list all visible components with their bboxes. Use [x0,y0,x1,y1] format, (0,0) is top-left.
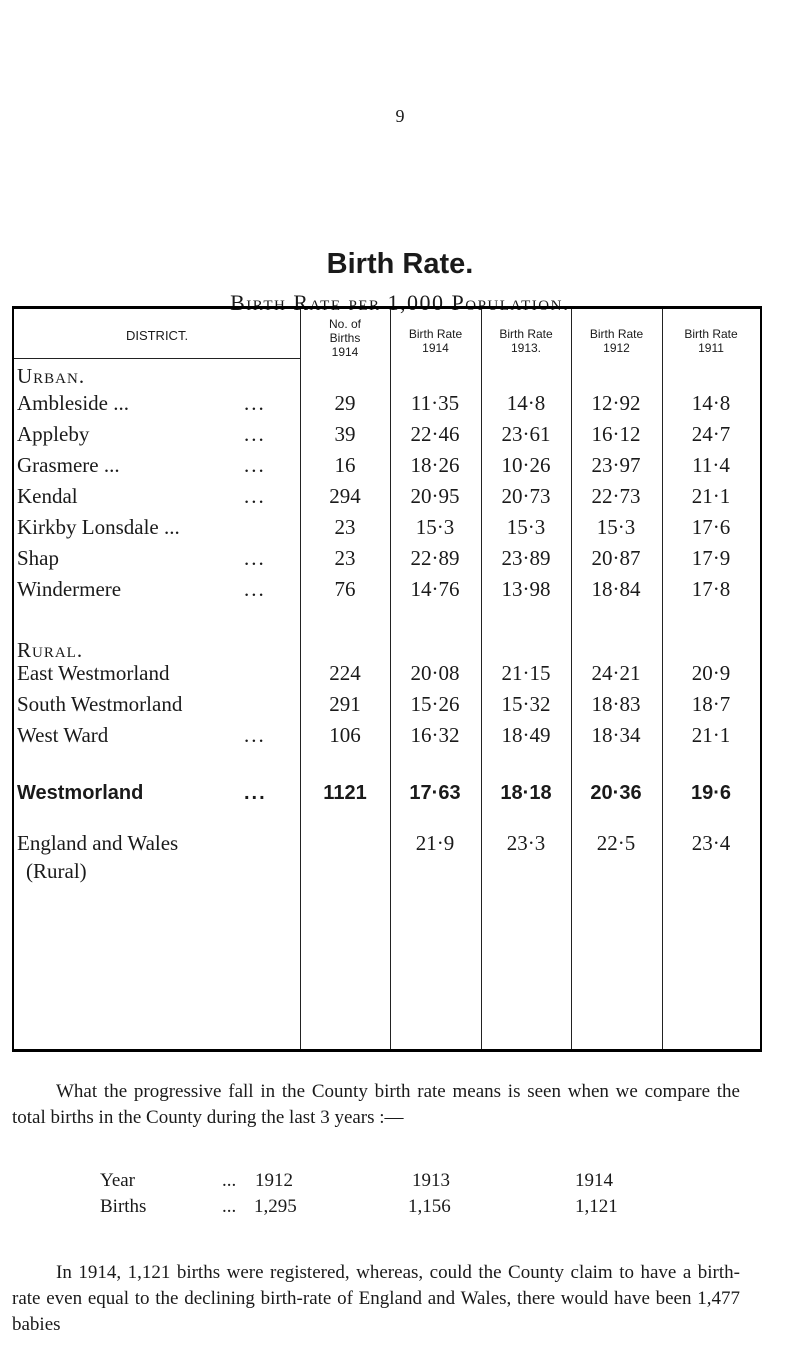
table-row [14,577,760,609]
header-rate-1914 [390,327,481,355]
row-leader-dots: ... [244,391,266,415]
table-row-england-wales [14,831,760,891]
table-row [14,692,760,724]
section-urban: Urban. [17,364,86,388]
row-rate-1913: 18·18 [500,782,552,804]
header-rate-1913-line2: 1913. [510,341,542,355]
row-district: Kendal [17,484,78,508]
row-rate-1911: 11·4 [692,453,730,477]
row-rate-1914: 16·32 [410,723,460,747]
row-district: Kirkby Lonsdale ... [17,515,180,539]
births-1914: 1,121 [575,1196,618,1217]
row-rate-1914: 11·35 [410,391,460,415]
page-number: 9 [395,106,405,126]
row-rate-1913: 23·3 [506,831,546,855]
header-births [300,317,390,359]
row-leader-dots: ... [244,782,267,804]
row-births: 29 [334,391,356,415]
row-leader-dots: ... [244,577,266,601]
births-1912: 1,295 [254,1196,297,1217]
row-rate-1911: 14·8 [691,391,731,415]
header-rate-1913-line1: Birth Rate [499,327,553,341]
table-row [14,546,760,578]
table-row-total [14,782,760,814]
leader-dots: ... [222,1170,237,1191]
row-births: 106 [329,723,361,747]
row-births: 23 [334,546,356,570]
header-district: DISTRICT. [125,328,189,343]
table-row [14,453,760,485]
table-row [14,391,760,423]
header-rate-1911-line1: Birth Rate [684,327,738,341]
row-rate-1911: 17·9 [691,546,731,570]
row-rate-1912: 16·12 [591,422,641,446]
table-row [14,422,760,454]
row-rate-1913: 15·32 [501,692,551,716]
header-rate-1914-line1: Birth Rate [408,327,463,341]
header-births-line1: No. of [328,317,361,331]
header-births-line3: 1914 [331,345,359,359]
header-births-line2: Births [329,331,361,345]
table-row [14,661,760,693]
row-rate-1912: 20·87 [591,546,641,570]
row-district: Ambleside ... [17,391,129,415]
row-rate-1913: 20·73 [501,484,551,508]
row-births: 294 [329,484,361,508]
row-rate-1913: 10·26 [501,453,551,477]
row-rate-1914: 17·63 [409,782,461,804]
row-district: Shap [17,546,59,570]
row-rate-1911: 23·4 [691,831,731,855]
row-rate-1911: 20·9 [691,661,731,685]
header-rate-1912 [571,327,662,355]
row-rate-1913: 14·8 [506,391,546,415]
row-rate-1911: 17·8 [691,577,731,601]
header-rate-1912-line1: Birth Rate [589,327,644,341]
header-rate-1912-line2: 1912 [603,341,630,355]
row-rate-1911: 19·6 [690,782,732,804]
row-rate-1911: 24·7 [691,422,731,446]
row-rate-1913: 23·89 [501,546,551,570]
header-rate-1913 [481,327,571,355]
table-row [14,723,760,755]
page-subheading: Birth Rate per 1,000 Population. [230,290,570,315]
row-rate-1912: 18·84 [591,577,641,601]
row-rate-1914: 15·3 [415,515,455,539]
paragraph-intro: What the progressive fall in the County birth rate means is seen when we compare the total births in the County during the last 3 years :— [12,1081,740,1128]
row-births: 76 [334,577,356,601]
row-rate-1912: 12·92 [591,391,641,415]
row-leader-dots: ... [244,422,266,446]
row-rate-1911: 18·7 [691,692,731,716]
row-rate-1911: 21·1 [691,484,731,508]
section-rural: Rural. [17,638,84,662]
row-births: 16 [334,453,356,477]
row-district: South Westmorland [17,692,183,716]
row-district-line2: (Rural) [26,859,87,883]
row-rate-1914: 22·89 [410,546,460,570]
births-row [0,1196,800,1222]
birth-rate-table [12,306,762,1052]
row-rate-1914: 22·46 [410,422,460,446]
year-1912: 1912 [255,1170,293,1191]
row-rate-1914: 20·95 [410,484,460,508]
row-district: Grasmere ... [17,453,120,477]
row-rate-1911: 17·6 [691,515,731,539]
row-leader-dots: ... [244,723,266,747]
row-district: East Westmorland [17,661,170,685]
year-1914: 1914 [575,1170,613,1191]
row-rate-1913: 18·49 [501,723,551,747]
births-1913: 1,156 [408,1196,451,1217]
row-rate-1912: 20·36 [590,782,642,804]
row-rate-1912: 23·97 [591,453,641,477]
header-rate-1911-line2: 1911 [698,341,724,355]
row-rate-1912: 18·34 [591,723,641,747]
row-rate-1913: 21·15 [501,661,551,685]
row-births: 1121 [323,782,367,804]
row-rate-1913: 13·98 [501,577,551,601]
row-births: 291 [329,692,361,716]
row-rate-1914: 15·26 [410,692,460,716]
row-rate-1911: 21·1 [691,723,731,747]
births-label: Births [100,1196,147,1217]
row-district: Windermere [17,577,122,601]
row-rate-1912: 22·73 [591,484,641,508]
row-district: West Ward [17,723,109,747]
row-rate-1912: 18·83 [591,692,641,716]
row-births: 224 [329,661,361,685]
row-district: Appleby [17,422,90,446]
row-rate-1914: 18·26 [410,453,460,477]
header-rule [14,358,300,359]
row-rate-1912: 15·3 [596,515,636,539]
row-rate-1914: 14·76 [410,577,460,601]
table-row [14,515,760,547]
row-leader-dots: ... [244,484,266,508]
row-rate-1914: 20·08 [410,661,460,685]
row-rate-1913: 23·61 [501,422,551,446]
row-leader-dots: ... [244,453,266,477]
row-leader-dots: ... [244,546,266,570]
year-1913: 1913 [412,1170,450,1191]
row-rate-1912: 22·5 [596,831,636,855]
row-rate-1912: 24·21 [591,661,641,685]
row-district: England and Wales [17,831,179,855]
row-births: 23 [334,515,356,539]
header-rate-1911 [662,327,760,355]
table-row [14,484,760,516]
paragraph-conclusion: In 1914, 1,121 births were registered, whereas, could the County claim to have a birth-rate even equal to the declining birth-rate of England and Wales, there would have been 1,477 babies [12,1262,740,1335]
row-births: 39 [334,422,356,446]
year-label: Year [100,1170,136,1191]
leader-dots: ... [222,1196,237,1217]
page-heading: Birth Rate. [326,248,474,280]
row-district: Westmorland [17,782,144,804]
row-rate-1913: 15·3 [506,515,546,539]
year-row [0,1170,800,1196]
header-rate-1914-line2: 1914 [422,341,449,355]
row-rate-1914: 21·9 [415,831,455,855]
